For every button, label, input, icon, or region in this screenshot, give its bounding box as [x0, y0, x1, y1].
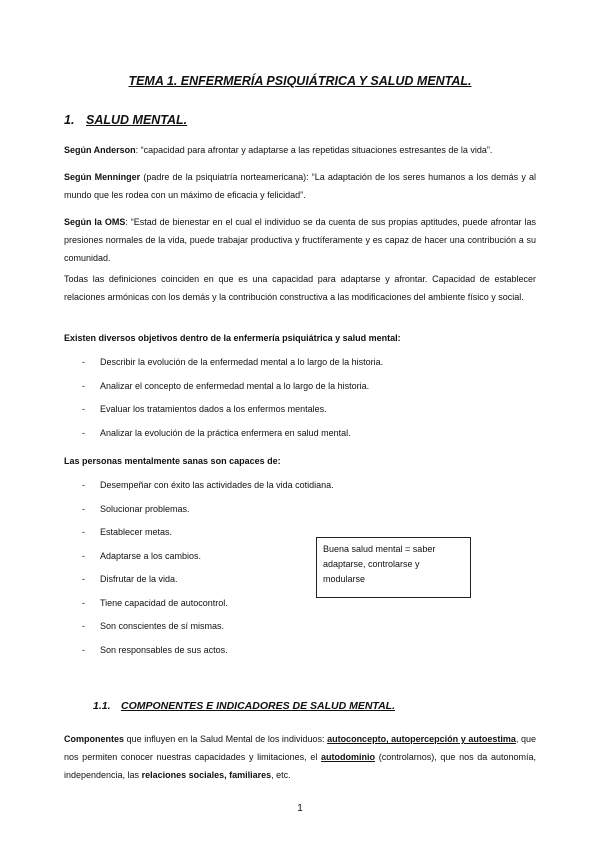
list-item: - Desempeñar con éxito las actividades de la vida cotidiana. — [82, 480, 334, 490]
anderson-definition: Según Anderson: “capacidad para afrontar y adaptarse a las repetidas situaciones estresantes de la vida”. — [64, 145, 493, 155]
healthy-heading: Las personas mentalmente sanas son capaces de: — [64, 456, 281, 466]
menninger-definition: Según Menninger (padre de la psiquiatría norteamericana): “La adaptación de los seres humanos a los demás y al mundo que les rodea con un máximo de eficacia y felicidad”. — [64, 172, 536, 200]
section-title: SALUD MENTAL. — [86, 113, 188, 127]
list-item: - Tiene capacidad de autocontrol. — [82, 597, 228, 608]
list-item: - Evaluar los tratamientos dados a los enfermos mentales. — [82, 404, 327, 414]
list-item: - Son responsables de sus actos. — [82, 644, 228, 655]
oms-definition: Según la OMS: “Estad de bienestar en el cual el individuo se da cuenta de sus propias aptitudes, puede afrontar las presiones normales de la vida, puede trabajar productiva y fructíferamente y es capaz de hacer una contribución a su comunidad. — [64, 217, 537, 263]
list-item: - Son conscientes de sí mismas. — [82, 621, 225, 631]
list-item: - Analizar el concepto de enfermedad mental a lo largo de la historia. — [82, 380, 370, 391]
objectives-heading: Existen diversos objetivos dentro de la enfermería psiquiátrica y salud mental: — [64, 333, 401, 343]
list-item: - Disfrutar de la vida. — [82, 574, 178, 584]
mental-health-note-box: Buena salud mental = saber adaptarse, controlarse y modularse — [316, 537, 471, 598]
healthy-list — [64, 478, 334, 666]
section-heading-1 — [64, 113, 187, 127]
section-number: 1.1. — [93, 700, 111, 712]
section-heading-1-1 — [93, 700, 395, 712]
list-item: - Describir la evolución de la enfermedad mental a lo largo de la historia. — [82, 357, 384, 367]
list-item: - Solucionar problemas. — [82, 503, 190, 514]
components-paragraph: Componentes que influyen en la Salud Mental de los individuos: autoconcepto, autopercepción y autoestima, que nos permiten conocer nuestras capacidades y limitaciones, el autodominio (controlarnos), que nos da autonomía, independencia, las relaciones sociales, familiares, etc. — [64, 734, 536, 780]
document-title: TEMA 1. ENFERMERÍA PSIQUIÁTRICA Y SALUD MENTAL. — [128, 74, 472, 88]
summary-paragraph: Todas las definiciones coinciden en que es una capacidad para adaptarse y afrontar. Capacidad de establecer relaciones armónicas con los demás y la contribución constructiva a las modificaciones del ambiente físico y social. — [64, 274, 536, 302]
section-number: 1. — [64, 113, 75, 127]
list-item: - Analizar la evolución de la práctica enfermera en salud mental. — [82, 427, 351, 438]
page-number: 1 — [297, 803, 303, 814]
objectives-list — [64, 355, 383, 449]
section-title: COMPONENTES E INDICADORES DE SALUD MENTAL. — [121, 700, 395, 712]
list-item: - Adaptarse a los cambios. — [82, 550, 202, 561]
list-item: - Establecer metas. — [82, 527, 173, 537]
